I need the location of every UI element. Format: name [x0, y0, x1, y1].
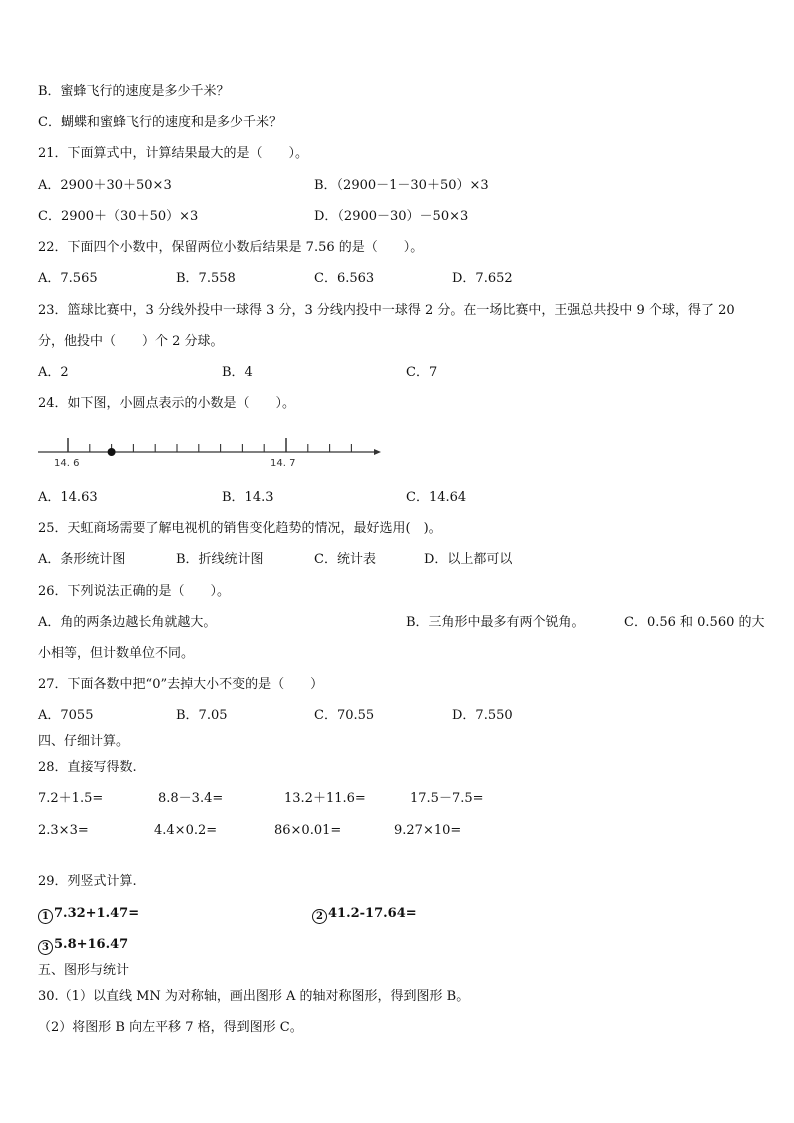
- q26-option-c-continued: 小相等，但计数单位不同。: [38, 646, 195, 661]
- q20-option-c: C．蝴蝶和蜜蜂飞行的速度和是多少千米？: [38, 115, 282, 130]
- q25-option-d[interactable]: D．以上都可以: [424, 552, 513, 567]
- q25-option-c[interactable]: C．统计表: [314, 552, 376, 567]
- q29-expression-1: 7.32+1.47=: [54, 906, 140, 921]
- q26-option-a[interactable]: A．角的两条边越长角就越大。: [38, 615, 217, 630]
- q27-option-c[interactable]: C．70.55: [314, 708, 375, 723]
- number-line-label-start: 14. 6: [54, 458, 80, 469]
- q22-option-c[interactable]: C．6.563: [314, 271, 375, 286]
- q30-part-2: （2）将图形 B 向左平移 7 格，得到图形 C。: [38, 1020, 303, 1035]
- q27-stem: 27．下面各数中把“0”去掉大小不变的是（ ）: [38, 677, 324, 692]
- circled-number-1: 1: [38, 909, 53, 924]
- q22-option-b[interactable]: B．7.558: [176, 271, 236, 286]
- q24-option-c[interactable]: C．14.64: [406, 490, 467, 505]
- q24-option-a[interactable]: A．14.63: [38, 490, 98, 505]
- q21-option-d[interactable]: D．（2900－30）－50×3: [314, 209, 469, 224]
- q29-expression-2: 41.2-17.64=: [328, 906, 417, 921]
- q30-part-1: 30.（1）以直线 MN 为对称轴，画出图形 A 的轴对称图形，得到图形 B。: [38, 989, 470, 1004]
- q20-option-b: B．蜜蜂飞行的速度是多少千米？: [38, 84, 230, 99]
- q29-stem: 29．列竖式计算.: [38, 874, 137, 889]
- q23-option-c[interactable]: C．7: [406, 365, 438, 380]
- q21-option-a[interactable]: A．2900＋30＋50×3: [38, 178, 172, 193]
- q28-item: 86×0.01=: [274, 823, 342, 838]
- q26-option-c[interactable]: C．0.56 和 0.560 的大: [624, 615, 765, 630]
- q28-item: 9.27×10=: [394, 823, 462, 838]
- q24-stem: 24．如下图，小圆点表示的小数是（ ）。: [38, 396, 296, 411]
- number-line-label-end: 14. 7: [270, 458, 296, 469]
- q21-stem: 21．下面算式中，计算结果最大的是（ ）。: [38, 146, 309, 161]
- q28-item: 13.2＋11.6=: [284, 791, 366, 806]
- q26-option-b[interactable]: B．三角形中最多有两个锐角。: [406, 615, 585, 630]
- q22-option-a[interactable]: A．7.565: [38, 271, 98, 286]
- circled-number-2: 2: [312, 909, 327, 924]
- q21-option-b[interactable]: B．（2900－1－30＋50）×3: [314, 178, 489, 193]
- q23-option-b[interactable]: B．4: [222, 365, 253, 380]
- section-4-heading: 四、仔细计算。: [38, 734, 130, 749]
- q23-option-a[interactable]: A．2: [38, 365, 69, 380]
- q29-expression-3: 5.8+16.47: [54, 937, 129, 952]
- q21-option-c[interactable]: C．2900＋（30＋50）×3: [38, 209, 199, 224]
- q27-option-a[interactable]: A．7055: [38, 708, 94, 723]
- circled-number-3: 3: [38, 940, 53, 955]
- number-line-arrow: [374, 449, 381, 455]
- q28-item: 4.4×0.2=: [154, 823, 218, 838]
- q26-stem: 26．下列说法正确的是（ ）。: [38, 584, 231, 599]
- q23-stem-line1: 23．篮球比赛中，3 分线外投中一球得 3 分，3 分线内投中一球得 2 分。在一场比赛中，王强总共投中 9 个球，得了 20: [38, 303, 735, 318]
- q27-option-d[interactable]: D．7.550: [452, 708, 513, 723]
- q23-stem-line2: 分，他投中（ ）个 2 分球。: [38, 334, 224, 349]
- q22-option-d[interactable]: D．7.652: [452, 271, 513, 286]
- q28-stem: 28．直接写得数.: [38, 760, 137, 775]
- q25-option-a[interactable]: A．条形统计图: [38, 552, 126, 567]
- q28-item: 8.8－3.4=: [158, 791, 224, 806]
- q24-option-b[interactable]: B．14.3: [222, 490, 274, 505]
- section-5-heading: 五、图形与统计: [38, 963, 130, 978]
- q29-item-2: [312, 906, 417, 924]
- q29-item-3: [38, 937, 128, 955]
- number-line-point: [108, 448, 116, 456]
- q28-item: 2.3×3=: [38, 823, 89, 838]
- q25-stem: 25．天虹商场需要了解电视机的销售变化趋势的情况，最好选用( )。: [38, 521, 442, 536]
- q22-stem: 22．下面四个小数中，保留两位小数后结果是 7.56 的是（ ）。: [38, 240, 424, 255]
- q25-option-b[interactable]: B．折线统计图: [176, 552, 264, 567]
- number-line-figure: [36, 432, 386, 470]
- q28-item: 17.5－7.5=: [410, 791, 484, 806]
- q29-item-1: [38, 906, 139, 924]
- q27-option-b[interactable]: B．7.05: [176, 708, 228, 723]
- q28-item: 7.2＋1.5=: [38, 791, 104, 806]
